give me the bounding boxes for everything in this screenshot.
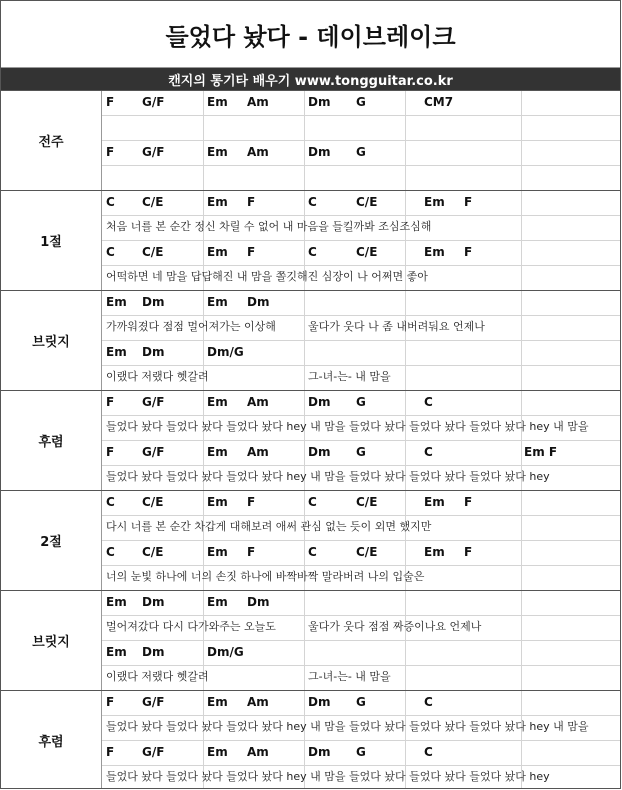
grid-line [521,241,522,265]
lyric-cell: 가까워졌다 점점 멀어져가는 이상해 [106,320,276,333]
chord-row [102,241,621,266]
grid-line [521,391,522,415]
site-banner: 캔지의 통기타 배우기 www.tongguitar.co.kr [1,68,620,91]
lyric-cell: 어떡하면 네 맘을 답답해진 내 맘을 쫄깃해진 심장이 나 어쩌면 좋아 [106,270,428,283]
grid-line [405,641,406,665]
grid-line [521,516,522,540]
chord-cell: G [356,395,366,409]
lyric-row [102,566,621,591]
chord-cell: C/E [142,545,164,559]
chord-cell: F [464,495,473,509]
section-label: 후렴 [1,691,102,789]
chord-cell: Dm/G [207,645,244,659]
grid-line [304,641,305,665]
chord-cell: C/E [356,545,378,559]
section [1,90,621,190]
grid-line [405,441,406,465]
chord-cell: C/E [142,195,164,209]
chord-cell: Em [207,395,228,409]
chord-cell: Dm [142,345,165,359]
section-label: 후렴 [1,391,102,490]
grid-line [203,641,204,665]
grid-line [521,566,522,590]
grid-line [405,741,406,765]
lyric-cell: 울다가 웃다 나 좀 내버려둬요 언제나 [308,320,485,333]
grid-line [304,591,305,615]
chord-row [102,691,621,716]
lyric-row [102,166,621,191]
grid-line [304,391,305,415]
chord-row [102,291,621,316]
chord-cell: C [308,545,317,559]
chord-cell: F [106,395,115,409]
grid-line [521,441,522,465]
lyric-row [102,366,621,391]
chord-row [102,441,621,466]
chord-cell: F [247,545,256,559]
grid-line [203,291,204,315]
grid-line [521,166,522,190]
section [1,590,621,690]
grid-line [304,116,305,140]
section-label: 2절 [1,491,102,590]
grid-line [521,216,522,240]
chord-cell: G/F [142,695,165,709]
chord-row [102,191,621,216]
chord-cell: Am [247,445,269,459]
chord-row [102,391,621,416]
chord-cell: Em [424,195,445,209]
chord-cell: Em [207,445,228,459]
lyric-cell: 다시 너를 본 순간 차갑게 대해보려 애써 관심 없는 듯이 외면 했지만 [106,520,432,533]
chord-cell: Em [207,595,228,609]
chord-cell: Em [207,745,228,759]
grid-line [203,741,204,765]
chord-cell: C [424,395,433,409]
chord-cell: Dm [142,295,165,309]
grid-line [304,91,305,115]
chord-cell: C [308,195,317,209]
chord-cell: Am [247,95,269,109]
chord-cell: G [356,445,366,459]
grid-line [405,541,406,565]
chord-cell: Em [207,145,228,159]
chord-cell: Em [106,345,127,359]
chord-cell: Em [424,495,445,509]
grid-line [203,541,204,565]
chord-cell: Am [247,145,269,159]
grid-line [521,141,522,165]
lyric-cell: 들었다 놨다 들었다 놨다 들었다 놨다 hey 내 맘을 들었다 놨다 들었다 놨다 들었다 놨다 hey [106,770,550,783]
section-label: 브릿지 [1,291,102,390]
chord-cell: Em [207,545,228,559]
grid-line [405,366,406,390]
chord-row [102,741,621,766]
grid-line [304,166,305,190]
grid-line [304,441,305,465]
grid-line [521,91,522,115]
grid-line [203,241,204,265]
grid-line [203,341,204,365]
grid-line [521,641,522,665]
section [1,290,621,390]
lyric-cell: 그-녀-는- 내 맘을 [308,370,391,383]
lyric-cell: 이랬다 저랬다 헷갈려 [106,370,209,383]
lyric-cell: 울다가 웃다 점점 짜증이나요 언제나 [308,620,482,633]
chord-cell: Dm [142,595,165,609]
grid-line [203,116,204,140]
section-label: 1절 [1,191,102,290]
lyric-cell: 그-녀-는- 내 맘을 [308,670,391,683]
chord-row [102,641,621,666]
grid-line [304,541,305,565]
chord-cell: Dm [308,695,331,709]
section [1,690,621,789]
chord-cell: F [106,445,115,459]
lyric-row [102,416,621,441]
chord-cell: C [424,745,433,759]
chord-cell: F [106,145,115,159]
section [1,390,621,490]
chord-cell: C [106,495,115,509]
grid-line [405,691,406,715]
chord-cell: Dm [308,95,331,109]
chord-cell: G/F [142,395,165,409]
chord-cell: CM7 [424,95,454,109]
grid-line [521,266,522,290]
chord-cell: F [464,545,473,559]
lyric-cell: 멀어져갔다 다시 다가와주는 오늘도 [106,620,276,633]
chord-cell: C/E [356,245,378,259]
chord-cell: C [424,695,433,709]
grid-line [203,391,204,415]
chord-cell: G [356,95,366,109]
chord-row [102,491,621,516]
grid-line [304,666,305,690]
chord-cell: Dm [308,145,331,159]
song-title: 들었다 놨다 - 데이브레이크 [1,1,620,68]
chord-cell: F [247,245,256,259]
chord-cell: C [308,245,317,259]
lyric-cell: 들었다 놨다 들었다 놨다 들었다 놨다 hey 내 맘을 들었다 놨다 들었다 놨다 들었다 놨다 hey 내 맘을 [106,420,589,433]
lyric-row [102,216,621,241]
chord-cell: C/E [142,495,164,509]
section-label: 브릿지 [1,591,102,690]
grid-line [203,141,204,165]
grid-line [521,291,522,315]
chord-cell: G/F [142,445,165,459]
chord-cell: Dm [142,645,165,659]
chord-cell: Dm [308,745,331,759]
section [1,190,621,290]
chord-cell: C [106,245,115,259]
grid-line [304,741,305,765]
section [1,490,621,590]
chord-row [102,141,621,166]
chord-cell: Em [106,295,127,309]
chord-cell: Dm [308,395,331,409]
grid-line [304,616,305,640]
grid-line [521,341,522,365]
lyric-row [102,466,621,491]
chord-cell: Em [106,595,127,609]
grid-line [304,691,305,715]
chord-cell: Em [424,245,445,259]
chord-cell: G [356,695,366,709]
chord-cell: F [464,245,473,259]
chord-cell: F [247,195,256,209]
chord-row [102,541,621,566]
grid-line [304,316,305,340]
grid-line [405,291,406,315]
grid-line [304,366,305,390]
chord-cell: G/F [142,745,165,759]
grid-line [304,191,305,215]
chord-cell: Dm [247,595,270,609]
chord-row [102,591,621,616]
chord-row [102,341,621,366]
chord-cell: Am [247,395,269,409]
chord-cell: Em [207,495,228,509]
lyric-row [102,766,621,789]
lyric-row [102,616,621,641]
grid-line [521,541,522,565]
grid-line [521,666,522,690]
grid-line [405,666,406,690]
grid-line [405,141,406,165]
chord-cell: Em [106,645,127,659]
grid-line [405,591,406,615]
lyric-row [102,666,621,691]
chord-row [102,91,621,116]
chord-cell: F [106,745,115,759]
chord-cell: C/E [142,245,164,259]
grid-line [521,491,522,515]
grid-line [521,191,522,215]
grid-line [405,341,406,365]
chord-cell: C/E [356,495,378,509]
chord-cell: C [106,545,115,559]
lyric-cell: 이랬다 저랬다 헷갈려 [106,670,209,683]
grid-line [203,491,204,515]
lyric-row [102,316,621,341]
chord-cell: Em [207,195,228,209]
grid-line [405,391,406,415]
chord-cell: Em [207,295,228,309]
grid-line [203,91,204,115]
chord-cell: Dm [308,445,331,459]
grid-line [203,591,204,615]
grid-line [203,166,204,190]
chord-cell: Dm [247,295,270,309]
chord-cell: G/F [142,145,165,159]
grid-line [405,166,406,190]
lyric-cell: 들었다 놨다 들었다 놨다 들었다 놨다 hey 내 맘을 들었다 놨다 들었다 놨다 들었다 놨다 hey [106,470,550,483]
grid-line [304,141,305,165]
lyric-cell: 너의 눈빛 하나에 너의 손짓 하나에 바짝바짝 말라버려 나의 입술은 [106,570,425,583]
chord-cell: Em F [524,445,558,459]
chord-cell: C [308,495,317,509]
chord-cell: Am [247,745,269,759]
grid-line [304,341,305,365]
grid-line [203,441,204,465]
section-label: 전주 [1,91,102,190]
lyric-cell: 들었다 놨다 들었다 놨다 들었다 놨다 hey 내 맘을 들었다 놨다 들었다 놨다 들었다 놨다 hey 내 맘을 [106,720,589,733]
chord-cell: Em [207,245,228,259]
grid-line [521,741,522,765]
chord-cell: F [247,495,256,509]
chord-cell: C [106,195,115,209]
chord-cell: G [356,745,366,759]
grid-line [203,691,204,715]
grid-line [304,291,305,315]
chord-cell: F [106,695,115,709]
grid-line [521,691,522,715]
grid-line [203,191,204,215]
chord-cell: G/F [142,95,165,109]
grid-line [521,116,522,140]
chord-cell: Em [424,545,445,559]
chord-cell: Am [247,695,269,709]
lyric-row [102,716,621,741]
lyric-row [102,116,621,141]
grid-line [521,616,522,640]
lyric-cell: 처음 너를 본 순간 정신 차릴 수 없어 내 마음을 들킬까봐 조심조심해 [106,220,432,233]
chord-cell: G [356,145,366,159]
chord-cell: F [106,95,115,109]
grid-line [304,241,305,265]
grid-line [521,366,522,390]
grid-line [521,316,522,340]
lyric-row [102,266,621,291]
grid-line [405,241,406,265]
chord-cell: Em [207,95,228,109]
grid-line [521,591,522,615]
lyric-row [102,516,621,541]
chord-cell: C [424,445,433,459]
grid-line [405,116,406,140]
grid-line [405,191,406,215]
chord-cell: Em [207,695,228,709]
chord-cell: F [464,195,473,209]
chord-cell: Dm/G [207,345,244,359]
grid-line [304,491,305,515]
grid-line [405,491,406,515]
chord-cell: C/E [356,195,378,209]
grid-line [405,91,406,115]
